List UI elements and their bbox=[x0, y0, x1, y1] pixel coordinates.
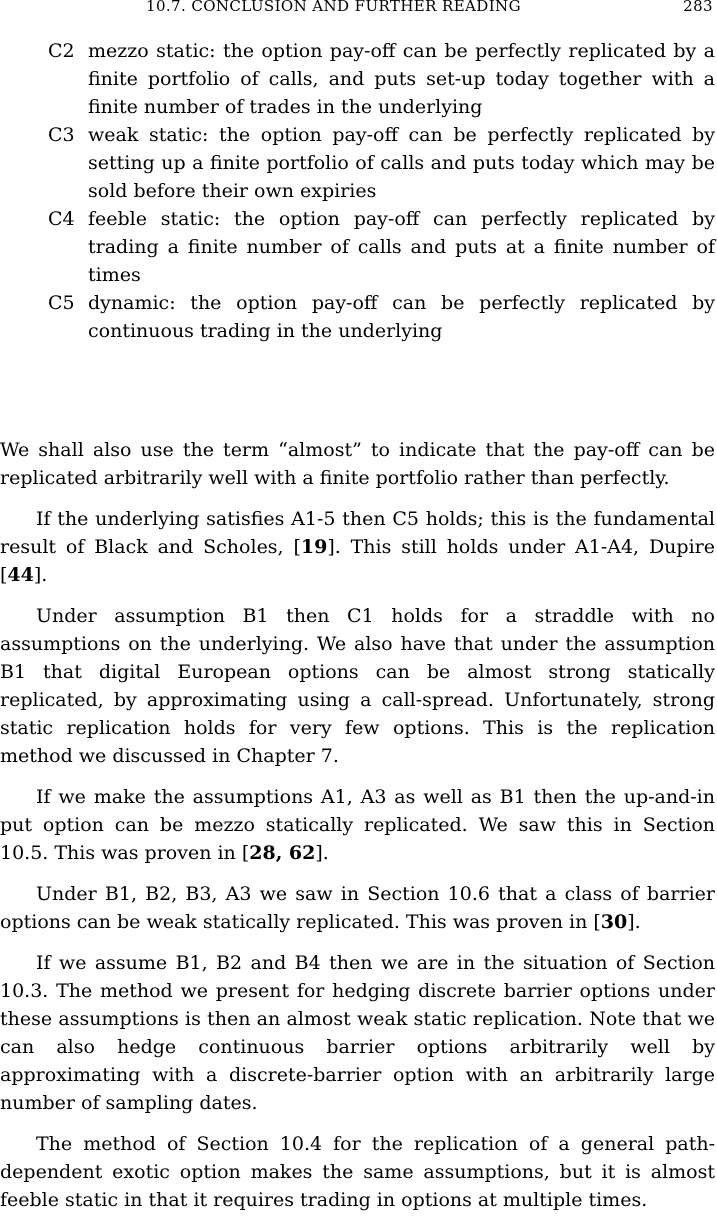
body-text bbox=[0, 436, 717, 1227]
definition-item bbox=[0, 37, 717, 121]
paragraph-black-scholes bbox=[0, 505, 715, 589]
citation: 30 bbox=[600, 911, 628, 933]
citation: 44 bbox=[7, 564, 34, 586]
definition-text: mezzo static: the option pay-off can be perfectly replicated by a finite portfolio of calls, and puts set-up today together with a finite number of trades in the underlying bbox=[88, 40, 715, 118]
definition-text: weak static: the option pay-off can be perfectly replicated by setting up a finite portfolio of calls and puts today which may be sold before their own expiries bbox=[88, 124, 715, 202]
definition-item bbox=[0, 289, 717, 345]
paragraph-mezzo-static bbox=[0, 783, 715, 867]
paragraph-strong-static: Under assumption B1 then C1 holds for a straddle with no assumptions on the underlying. We also have that under the assumption B1 that digital European options can be almost strong statically replicated, by approximating using a call-spread. Unfortunately, strong static replication holds for very few options. This is the replication method we discussed in Chapter 7. bbox=[0, 605, 715, 767]
paragraph-path-dependent: The method of Section 10.4 for the replication of a general path-dependent exotic option makes the same assumptions, but it is almost feeble static in that it requires trading in options at multiple times. bbox=[0, 1133, 715, 1211]
text-run: Under B1, B2, B3, A3 we saw in Section 10.6 that a class of barrier options can be weak statically replicated. This was proven in [ bbox=[0, 883, 715, 933]
definition-label: C2 bbox=[48, 40, 75, 62]
definition-item bbox=[0, 121, 717, 205]
section-title: 10.7. CONCLUSION AND FURTHER READING bbox=[146, 0, 521, 15]
citation: 28, 62 bbox=[249, 842, 316, 864]
text-run: ]. bbox=[315, 842, 329, 864]
definition-label: C5 bbox=[48, 292, 75, 314]
text-run: ]. bbox=[33, 564, 48, 586]
definition-label: C3 bbox=[48, 124, 75, 146]
definition-item bbox=[0, 205, 717, 289]
paragraph-weak-static bbox=[0, 880, 715, 936]
text-run: ]. bbox=[627, 911, 641, 933]
text-run: If we make the assumptions A1, A3 as well as B1 then the up-and-in put option can be mezzo statically replicated. We saw this in Section 10.5. This was proven in [ bbox=[0, 786, 715, 864]
paragraph-discrete-barrier: If we assume B1, B2 and B4 then we are in the situation of Section 10.3. The method we present for hedging discrete barrier options under these assumptions is then an almost weak static replication. Note that we can also hedge continuous barrier options arbitrarily well by approximating with a discrete-barrier option with an arbitrarily large number of sampling dates. bbox=[0, 952, 715, 1114]
text-run: If the underlying satisfies A1-5 then C5 holds; this is the fundamental result of Black and Scholes, [ bbox=[0, 508, 715, 558]
citation: 19 bbox=[300, 536, 328, 558]
definition-text: feeble static: the option pay-off can perfectly replicated by trading a finite number of calls and puts at a finite number of times bbox=[88, 208, 715, 286]
definition-label: C4 bbox=[48, 208, 75, 230]
text-run: ]. This still holds under A1-A4, Dupire [ bbox=[0, 536, 715, 586]
page-number: 283 bbox=[683, 0, 713, 15]
running-header bbox=[0, 0, 717, 19]
definition-list bbox=[0, 37, 717, 345]
paragraph-almost: We shall also use the term “almost” to indicate that the pay-off can be replicated arbitrarily well with a finite portfolio rather than perfectly. bbox=[0, 439, 715, 489]
definition-text: dynamic: the option pay-off can be perfectly replicated by continuous trading in the underlying bbox=[88, 292, 715, 342]
